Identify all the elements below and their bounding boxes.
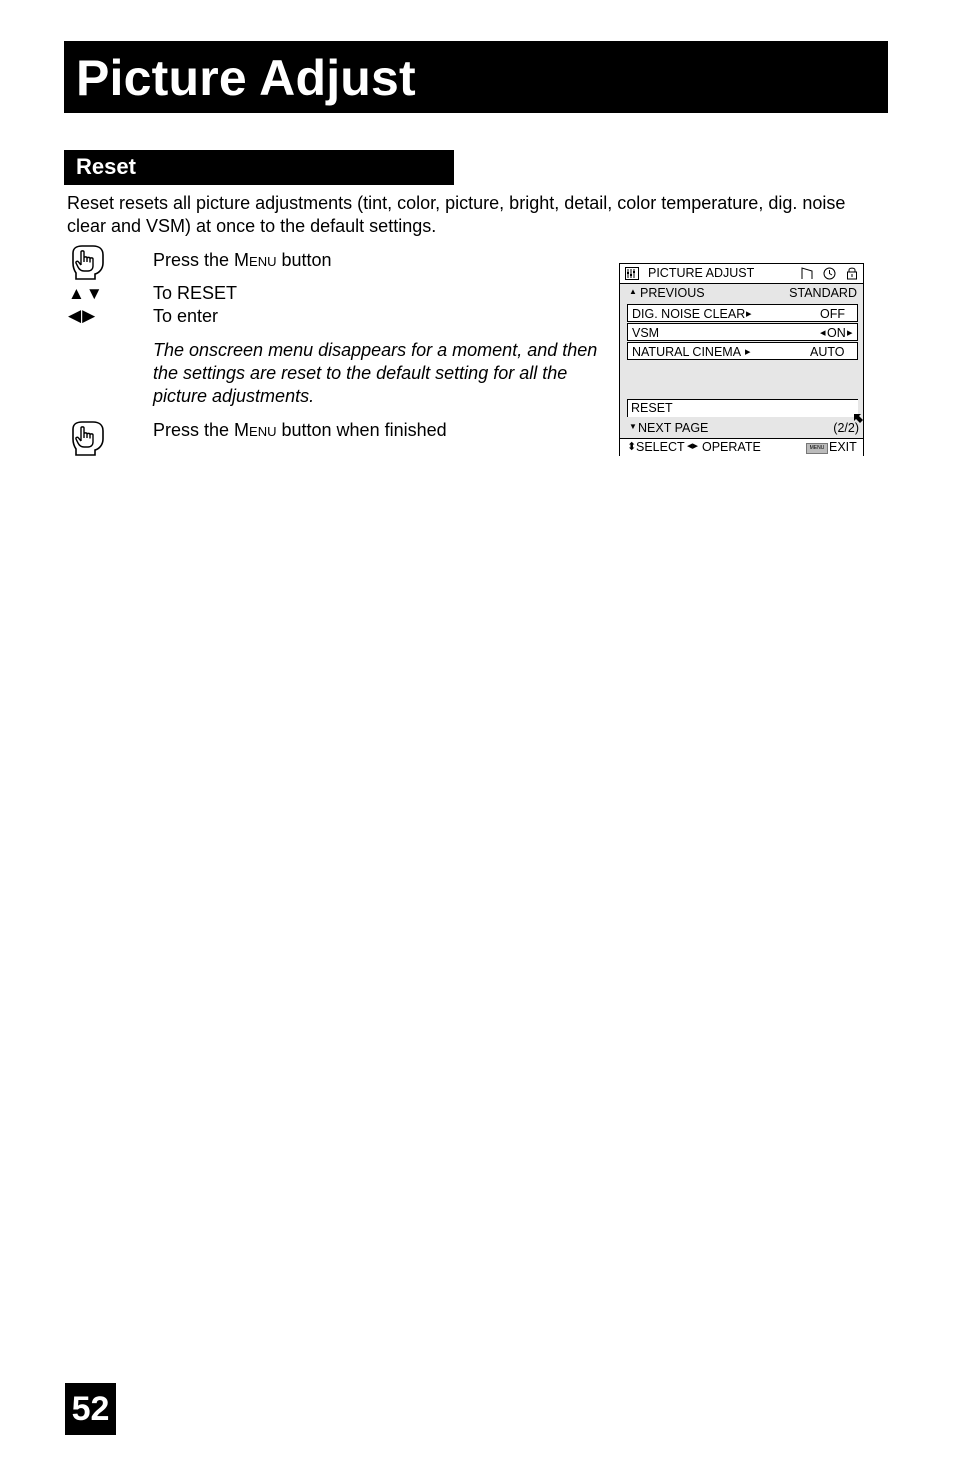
osd-next-page-row bbox=[629, 419, 859, 437]
step3-text bbox=[153, 419, 447, 442]
intro-text: Reset resets all picture adjustments (tint, color, picture, bright, detail, color temperature, dig. noise clear and VSM) at once to the default settings. bbox=[67, 193, 846, 236]
osd-exit-label: EXIT bbox=[829, 440, 857, 454]
right-triangle-icon-2: ▸ bbox=[847, 327, 853, 339]
music-note-icon bbox=[800, 267, 814, 280]
step1-pre: Press the bbox=[153, 250, 235, 270]
osd-previous-value: STANDARD bbox=[789, 286, 857, 300]
osd-natural-cinema-value: AUTO bbox=[810, 345, 845, 359]
picture-adjust-icon bbox=[625, 267, 639, 280]
page-title-bar bbox=[64, 41, 888, 113]
step1-post: button bbox=[276, 250, 332, 270]
osd-dig-noise-value: OFF bbox=[820, 307, 845, 321]
step2-line1: To RESET bbox=[153, 283, 238, 303]
menu-button-icon: MENU bbox=[806, 443, 828, 454]
left-triangle-icon: ◂ bbox=[820, 327, 826, 339]
step3-pre: Press the bbox=[153, 420, 235, 440]
osd-footer bbox=[620, 438, 863, 456]
osd-natural-cinema-label: NATURAL CINEMA bbox=[632, 345, 742, 359]
clock-icon bbox=[823, 267, 836, 280]
osd-vsm-row bbox=[627, 323, 858, 341]
left-right-arrows-icon: ◀▶ bbox=[68, 306, 97, 325]
osd-next-page-label: NEXT PAGE bbox=[638, 421, 709, 435]
step1-text bbox=[153, 249, 332, 272]
step3-menu-word: Menu bbox=[234, 420, 277, 440]
up-down-arrows-icon: ▲▼ bbox=[68, 284, 104, 303]
osd-reset-label: RESET bbox=[631, 401, 673, 415]
page-number-box bbox=[65, 1383, 116, 1435]
lock-icon bbox=[846, 266, 858, 280]
right-triangle-icon: ▸ bbox=[746, 308, 752, 320]
osd-header bbox=[620, 264, 863, 284]
operate-arrows-icon: ◂▸ bbox=[687, 440, 699, 452]
onscreen-menu bbox=[619, 263, 864, 456]
step3-post: button when finished bbox=[276, 420, 447, 440]
hand-press-icon bbox=[68, 243, 106, 281]
up-arrow-icon: ▲ bbox=[629, 287, 637, 296]
hand-press-icon-2 bbox=[68, 419, 106, 457]
osd-page-indicator: (2/2) bbox=[833, 421, 859, 435]
osd-vsm-value: ON bbox=[827, 326, 846, 340]
osd-previous-row bbox=[629, 284, 859, 302]
osd-title: PICTURE ADJUST bbox=[648, 266, 755, 280]
reset-note: The onscreen menu disappears for a moment, and then the settings are reset to the default setting for all the picture adjustments. bbox=[153, 340, 598, 406]
osd-previous-label: PREVIOUS bbox=[640, 286, 705, 300]
step2-line2: To enter bbox=[153, 306, 219, 326]
osd-natural-cinema-row bbox=[627, 342, 858, 360]
osd-dig-noise-row bbox=[627, 304, 858, 322]
osd-operate-label: OPERATE bbox=[702, 440, 761, 454]
step1-menu-word: Menu bbox=[234, 250, 277, 270]
osd-select-label: SELECT bbox=[636, 440, 685, 454]
select-arrows-icon: ⬍ bbox=[627, 441, 637, 453]
osd-vsm-label: VSM bbox=[632, 326, 660, 340]
right-triangle-icon-3: ▸ bbox=[745, 346, 751, 358]
page-title: Picture Adjust bbox=[76, 50, 416, 106]
section-title: Reset bbox=[76, 154, 136, 179]
section-title-bar bbox=[64, 150, 454, 185]
osd-reset-row bbox=[627, 399, 858, 417]
page-number: 52 bbox=[71, 1390, 110, 1428]
down-arrow-icon: ▼ bbox=[629, 422, 637, 431]
osd-dig-noise-label: DIG. NOISE CLEAR bbox=[632, 307, 746, 321]
